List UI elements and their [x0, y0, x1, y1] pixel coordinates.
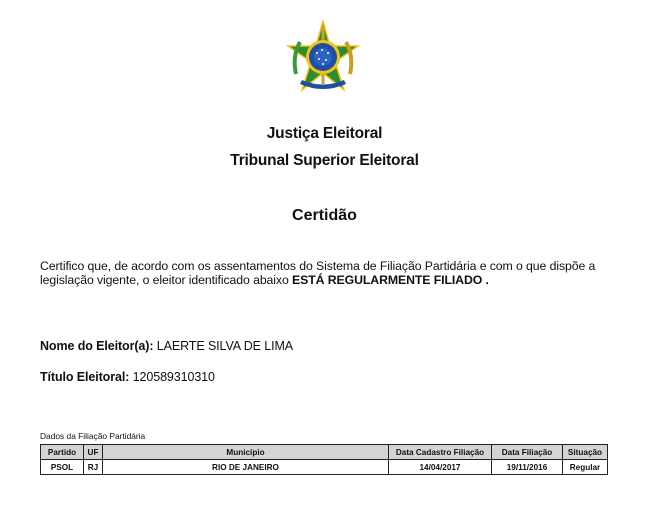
org-name-justica-eleitoral: Justiça Eleitoral: [266, 125, 383, 142]
cell-situacao: Regular: [563, 460, 608, 475]
cell-uf: RJ: [84, 460, 103, 475]
certification-text: Certifico que, de acordo com os assentamentos do Sistema de Filiação Partidária e com o que dispõe a legislação vigente, o eleitor identificado abaixo: [40, 259, 596, 287]
document-title: Certidão: [292, 207, 357, 224]
voter-name-label: Nome do Eleitor(a):: [40, 339, 154, 353]
voter-name-field: [40, 339, 293, 353]
table-header-row: [41, 445, 608, 460]
cell-data-filiacao: 19/11/2016: [492, 460, 563, 475]
voter-title-label: Título Eleitoral:: [40, 370, 130, 384]
voter-title-value: 120589310310: [132, 370, 215, 384]
certification-paragraph: [40, 259, 630, 287]
org-name-tse: Tribunal Superior Eleitoral: [230, 152, 419, 169]
affiliation-caption: Dados da Filiação Partidária: [40, 431, 146, 441]
affiliation-status: ESTÁ REGULARMENTE FILIADO .: [292, 273, 489, 287]
col-header-uf: UF: [84, 445, 103, 460]
col-header-data-cadastro: Data Cadastro Filiação: [389, 445, 492, 460]
cell-partido: PSOL: [41, 460, 84, 475]
cell-data-cadastro: 14/04/2017: [389, 460, 492, 475]
voter-title-field: [40, 370, 215, 384]
brazil-coat-of-arms-icon: [286, 20, 360, 94]
col-header-partido: Partido: [41, 445, 84, 460]
col-header-municipio: Município: [103, 445, 389, 460]
cell-municipio: RIO DE JANEIRO: [103, 460, 389, 475]
table-row: [41, 460, 608, 475]
col-header-data-filiacao: Data Filiação: [492, 445, 563, 460]
col-header-situacao: Situação: [563, 445, 608, 460]
affiliation-table: [40, 444, 608, 475]
voter-name-value: LAERTE SILVA DE LIMA: [156, 339, 294, 353]
